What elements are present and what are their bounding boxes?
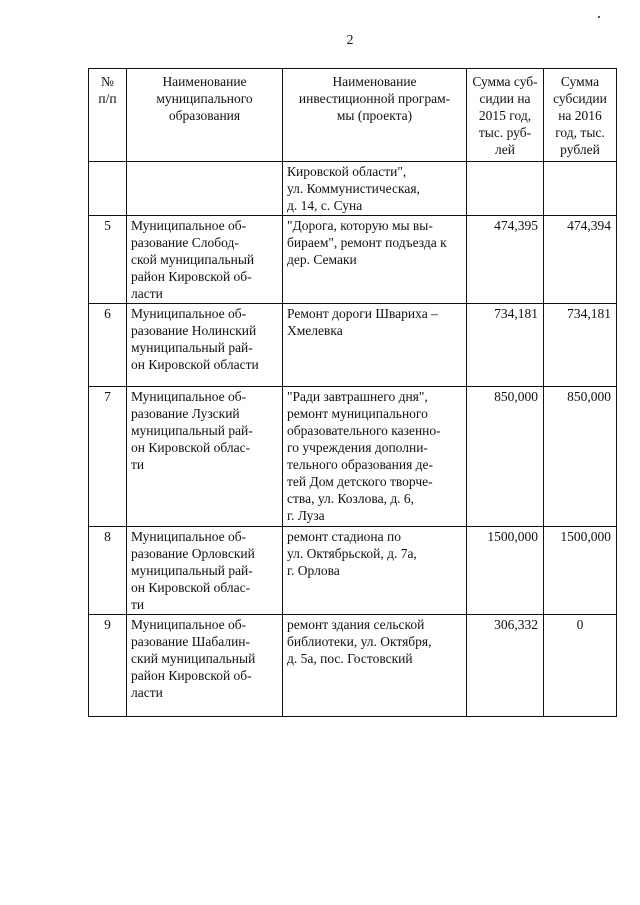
cell-sum-2015: 734,181 [467, 304, 544, 387]
cell-num: 7 [89, 387, 127, 527]
cell-program: ремонт стадиона по ул. Октябрьской, д. 7а, г. Орлова [283, 527, 467, 615]
header-sum-2015: Сумма суб- сидии на 2015 год, тыс. руб- лей [467, 69, 544, 162]
header-num: № п/п [89, 69, 127, 162]
cell-num: 9 [89, 615, 127, 717]
scan-speck [598, 16, 600, 18]
cell-num [89, 162, 127, 216]
table-row [89, 527, 617, 615]
cell-sum-2016: 734,181 [544, 304, 617, 387]
cell-num: 8 [89, 527, 127, 615]
cell-num: 5 [89, 216, 127, 304]
table-row [89, 216, 617, 304]
cell-program: "Ради завтрашнего дня", ремонт муниципального образовательного казенно- го учреждения дополни- тельного образования де- тей Дом детского творче- ства, ул. Козлова, д. 6, г. Луза [283, 387, 467, 527]
cell-program: "Дорога, которую мы вы- бираем", ремонт подъезда к дер. Семаки [283, 216, 467, 304]
cell-municipality: Муниципальное об- разование Нолинский муниципальный рай- он Кировской области [127, 304, 283, 387]
cell-sum-2016: 0 [544, 615, 617, 717]
cell-sum-2015: 1500,000 [467, 527, 544, 615]
cell-municipality: Муниципальное об- разование Шабалин- ский муниципальный район Кировской об- ласти [127, 615, 283, 717]
header-program: Наименование инвестиционной програм- мы (проекта) [283, 69, 467, 162]
table-row [89, 615, 617, 717]
subsidy-table [88, 68, 617, 717]
table-row [89, 304, 617, 387]
cell-sum-2016 [544, 162, 617, 216]
cell-municipality: Муниципальное об- разование Лузский муниципальный рай- он Кировской облас- ти [127, 387, 283, 527]
cell-program: Ремонт дороги Швариха – Хмелевка [283, 304, 467, 387]
cell-sum-2015 [467, 162, 544, 216]
cell-municipality [127, 162, 283, 216]
cell-program: ремонт здания сельской библиотеки, ул. Октября, д. 5а, пос. Гостовский [283, 615, 467, 717]
cell-sum-2015: 306,332 [467, 615, 544, 717]
cell-sum-2015: 474,395 [467, 216, 544, 304]
page-number: 2 [346, 33, 354, 48]
table-row [89, 387, 617, 527]
cell-sum-2015: 850,000 [467, 387, 544, 527]
table-row-continuation [89, 162, 617, 216]
cell-municipality: Муниципальное об- разование Слобод- ской муниципальный район Кировской об- ласти [127, 216, 283, 304]
header-municipality: Наименование муниципального образования [127, 69, 283, 162]
cell-sum-2016: 850,000 [544, 387, 617, 527]
cell-program: Кировской области", ул. Коммунистическая, д. 14, с. Суна [283, 162, 467, 216]
cell-sum-2016: 1500,000 [544, 527, 617, 615]
cell-sum-2016: 474,394 [544, 216, 617, 304]
header-sum-2016: Сумма субсидии на 2016 год, тыс. рублей [544, 69, 617, 162]
cell-num: 6 [89, 304, 127, 387]
table-header-row [89, 69, 617, 162]
cell-municipality: Муниципальное об- разование Орловский муниципальный рай- он Кировской облас- ти [127, 527, 283, 615]
